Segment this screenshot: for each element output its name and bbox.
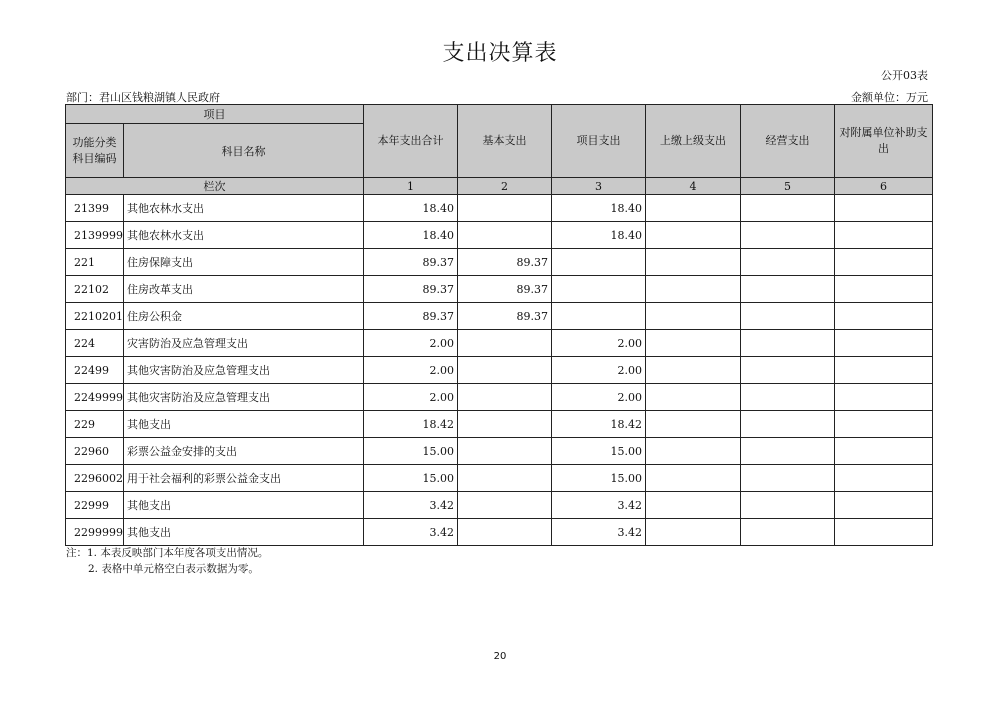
cell-name: 灾害防治及应急管理支出	[124, 330, 364, 357]
cell-code: 22102	[66, 276, 124, 303]
table-row	[66, 303, 933, 330]
cell-upper	[646, 411, 741, 438]
cell-project: 18.42	[552, 411, 646, 438]
table-row	[66, 357, 933, 384]
cell-upper	[646, 357, 741, 384]
cell-code: 2299999	[66, 519, 124, 546]
cell-name: 其他灾害防治及应急管理支出	[124, 384, 364, 411]
cell-code: 224	[66, 330, 124, 357]
cell-upper	[646, 519, 741, 546]
cell-subsidy	[835, 357, 933, 384]
cell-subsidy	[835, 411, 933, 438]
amount-unit-label: 金额单位：万元	[851, 91, 928, 104]
header-business: 经营支出	[741, 105, 835, 178]
cell-subsidy	[835, 384, 933, 411]
cell-name: 用于社会福利的彩票公益金支出	[124, 465, 364, 492]
cell-subsidy	[835, 276, 933, 303]
cell-total: 2.00	[364, 357, 458, 384]
cell-upper	[646, 249, 741, 276]
cell-subsidy	[835, 465, 933, 492]
cell-code: 2296002	[66, 465, 124, 492]
cell-basic	[458, 438, 552, 465]
table-row	[66, 465, 933, 492]
cell-name: 住房保障支出	[124, 249, 364, 276]
cell-business	[741, 276, 835, 303]
cell-business	[741, 519, 835, 546]
table-row	[66, 411, 933, 438]
cell-code: 2139999	[66, 222, 124, 249]
cell-name: 其他农林水支出	[124, 195, 364, 222]
cell-project	[552, 303, 646, 330]
form-number: 公开03表	[881, 69, 928, 82]
cell-upper	[646, 330, 741, 357]
header-subject-name: 科目名称	[124, 124, 364, 178]
cell-name: 其他支出	[124, 519, 364, 546]
table-row	[66, 384, 933, 411]
cell-code: 22499	[66, 357, 124, 384]
cell-business	[741, 411, 835, 438]
table-notes	[66, 545, 268, 577]
cell-business	[741, 303, 835, 330]
cell-project: 2.00	[552, 384, 646, 411]
table-row	[66, 222, 933, 249]
table-row	[66, 519, 933, 546]
index-4: 4	[646, 178, 741, 195]
cell-name: 住房公积金	[124, 303, 364, 330]
cell-code: 2210201	[66, 303, 124, 330]
cell-upper	[646, 492, 741, 519]
cell-business	[741, 465, 835, 492]
cell-subsidy	[835, 303, 933, 330]
table-row	[66, 195, 933, 222]
cell-basic	[458, 519, 552, 546]
cell-upper	[646, 303, 741, 330]
cell-project	[552, 249, 646, 276]
cell-basic	[458, 492, 552, 519]
cell-project	[552, 276, 646, 303]
header-func-code: 功能分类科目编码	[66, 124, 124, 178]
page-number: 20	[493, 651, 507, 662]
cell-subsidy	[835, 519, 933, 546]
note-2: 2. 表格中单元格空白表示数据为零。	[88, 563, 259, 575]
index-1: 1	[364, 178, 458, 195]
cell-total: 18.40	[364, 195, 458, 222]
cell-name: 彩票公益金安排的支出	[124, 438, 364, 465]
cell-total: 3.42	[364, 492, 458, 519]
cell-name: 其他农林水支出	[124, 222, 364, 249]
cell-basic	[458, 195, 552, 222]
cell-code: 2249999	[66, 384, 124, 411]
cell-business	[741, 384, 835, 411]
cell-code: 22960	[66, 438, 124, 465]
cell-upper	[646, 222, 741, 249]
cell-subsidy	[835, 438, 933, 465]
cell-subsidy	[835, 249, 933, 276]
cell-subsidy	[835, 195, 933, 222]
table-row	[66, 492, 933, 519]
header-subsidy: 对附属单位补助支出	[835, 105, 933, 178]
header-project-expense: 项目支出	[552, 105, 646, 178]
header-basic: 基本支出	[458, 105, 552, 178]
header-upper-level: 上缴上级支出	[646, 105, 741, 178]
cell-basic: 89.37	[458, 249, 552, 276]
cell-total: 89.37	[364, 249, 458, 276]
cell-basic	[458, 465, 552, 492]
page-title: 支出决算表	[442, 41, 558, 66]
index-5: 5	[741, 178, 835, 195]
cell-total: 18.42	[364, 411, 458, 438]
cell-basic	[458, 384, 552, 411]
cell-code: 221	[66, 249, 124, 276]
cell-subsidy	[835, 222, 933, 249]
cell-total: 15.00	[364, 438, 458, 465]
cell-project: 15.00	[552, 438, 646, 465]
cell-basic	[458, 330, 552, 357]
cell-basic	[458, 357, 552, 384]
cell-business	[741, 330, 835, 357]
cell-subsidy	[835, 492, 933, 519]
index-2: 2	[458, 178, 552, 195]
cell-basic	[458, 411, 552, 438]
cell-total: 2.00	[364, 384, 458, 411]
cell-basic: 89.37	[458, 303, 552, 330]
cell-upper	[646, 384, 741, 411]
table-row	[66, 276, 933, 303]
cell-business	[741, 222, 835, 249]
cell-business	[741, 195, 835, 222]
cell-business	[741, 492, 835, 519]
cell-code: 229	[66, 411, 124, 438]
cell-name: 住房改革支出	[124, 276, 364, 303]
table-row	[66, 330, 933, 357]
note-1: 注：1. 本表反映部门本年度各项支出情况。	[66, 547, 269, 559]
cell-business	[741, 357, 835, 384]
cell-total: 18.40	[364, 222, 458, 249]
cell-upper	[646, 438, 741, 465]
cell-basic	[458, 222, 552, 249]
cell-project: 18.40	[552, 195, 646, 222]
index-6: 6	[835, 178, 933, 195]
table-row	[66, 249, 933, 276]
cell-total: 15.00	[364, 465, 458, 492]
index-label: 栏次	[66, 178, 364, 195]
cell-total: 2.00	[364, 330, 458, 357]
cell-business	[741, 438, 835, 465]
cell-name: 其他支出	[124, 411, 364, 438]
cell-total: 3.42	[364, 519, 458, 546]
cell-name: 其他支出	[124, 492, 364, 519]
cell-total: 89.37	[364, 276, 458, 303]
header-total: 本年支出合计	[364, 105, 458, 178]
cell-name: 其他灾害防治及应急管理支出	[124, 357, 364, 384]
cell-code: 22999	[66, 492, 124, 519]
expenditure-table	[65, 104, 933, 546]
cell-business	[741, 249, 835, 276]
cell-project: 3.42	[552, 492, 646, 519]
cell-project: 18.40	[552, 222, 646, 249]
cell-upper	[646, 195, 741, 222]
cell-project: 15.00	[552, 465, 646, 492]
header-project: 项目	[66, 105, 364, 124]
cell-subsidy	[835, 330, 933, 357]
index-3: 3	[552, 178, 646, 195]
cell-code: 21399	[66, 195, 124, 222]
cell-total: 89.37	[364, 303, 458, 330]
table-row	[66, 438, 933, 465]
cell-basic: 89.37	[458, 276, 552, 303]
cell-upper	[646, 276, 741, 303]
cell-project: 2.00	[552, 330, 646, 357]
cell-project: 3.42	[552, 519, 646, 546]
cell-upper	[646, 465, 741, 492]
cell-project: 2.00	[552, 357, 646, 384]
department-label: 部门：君山区钱粮湖镇人民政府	[66, 91, 220, 104]
